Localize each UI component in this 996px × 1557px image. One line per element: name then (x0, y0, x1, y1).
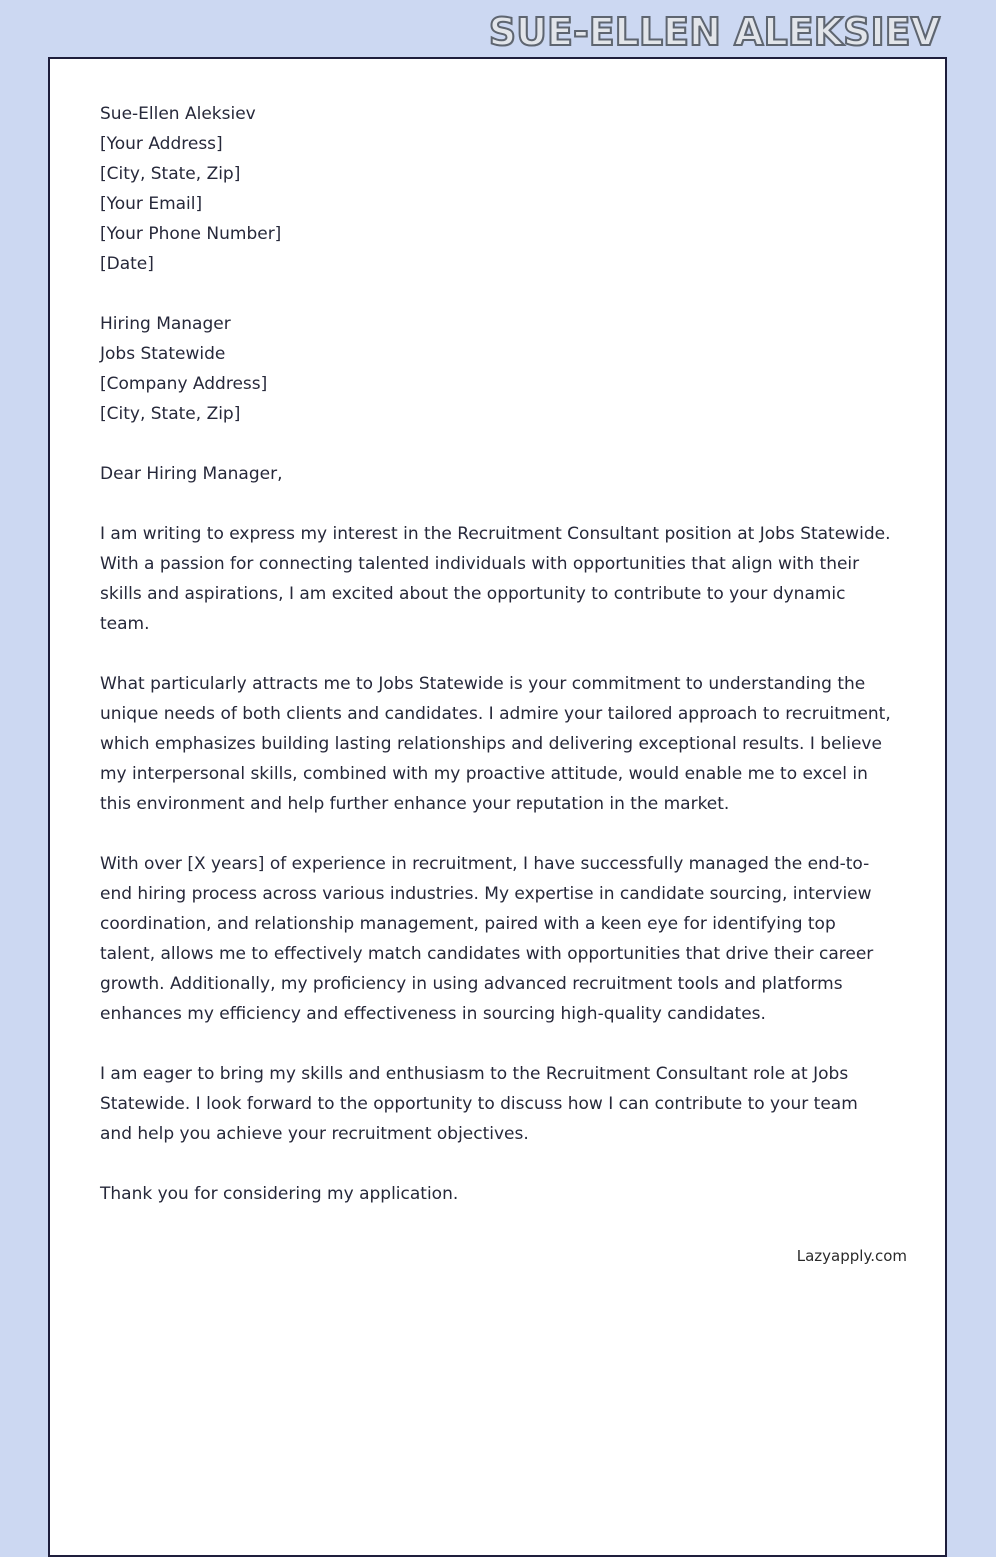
recipient-title: Hiring Manager (100, 314, 231, 334)
sender-phone: [Your Phone Number] (100, 224, 282, 244)
paragraph-closing: I am eager to bring my skills and enthusiasm to the Recruitment Consultant role at Jobs Statewide. I look forward to the opportunity to discuss how I can contribute to your team and help you achieve your recruitment objectives. (100, 1064, 858, 1144)
sender-block (100, 99, 893, 279)
sender-city-state-zip: [City, State, Zip] (100, 164, 241, 184)
recipient-city-state-zip: [City, State, Zip] (100, 404, 241, 424)
sender-email: [Your Email] (100, 194, 203, 214)
recipient-block (100, 309, 893, 429)
paragraph-company-fit: What particularly attracts me to Jobs Statewide is your commitment to understanding the unique needs of both clients and candidates. I admire your tailored approach to recruitment, which emphasizes building lasting relationships and delivering exceptional results. I believe my interpersonal skills, combined with my proactive attitude, would enable me to excel in this environment and help further enhance your reputation in the market. (100, 674, 891, 814)
letter-content (50, 59, 945, 1209)
letter-page (48, 57, 947, 1557)
paragraph-intro: I am writing to express my interest in the Recruitment Consultant position at Jobs Statewide. With a passion for connecting talented individuals with opportunities that align with their skills and aspirations, I am excited about the opportunity to contribute to your dynamic team. (100, 524, 891, 634)
page-title: SUE-ELLEN ALEKSIEV (488, 10, 940, 54)
recipient-address: [Company Address] (100, 374, 268, 394)
paragraph-experience: With over [X years] of experience in recruitment, I have successfully managed the end-to-end hiring process across various industries. My expertise in candidate sourcing, interview coordination, and relationship management, paired with a keen eye for identifying top talent, allows me to effectively match candidates with opportunities that drive their career growth. Additionally, my proficiency in using advanced recruitment tools and platforms enhances my efficiency and effectiveness in sourcing high-quality candidates. (100, 854, 874, 1024)
paragraph-thanks: Thank you for considering my application. (100, 1184, 459, 1204)
letter-date: [Date] (100, 254, 154, 274)
recipient-company: Jobs Statewide (100, 344, 226, 364)
sender-address: [Your Address] (100, 134, 223, 154)
sender-name: Sue-Ellen Aleksiev (100, 104, 256, 124)
salutation: Dear Hiring Manager, (100, 464, 283, 484)
watermark-text: Lazyapply.com (796, 1247, 907, 1265)
